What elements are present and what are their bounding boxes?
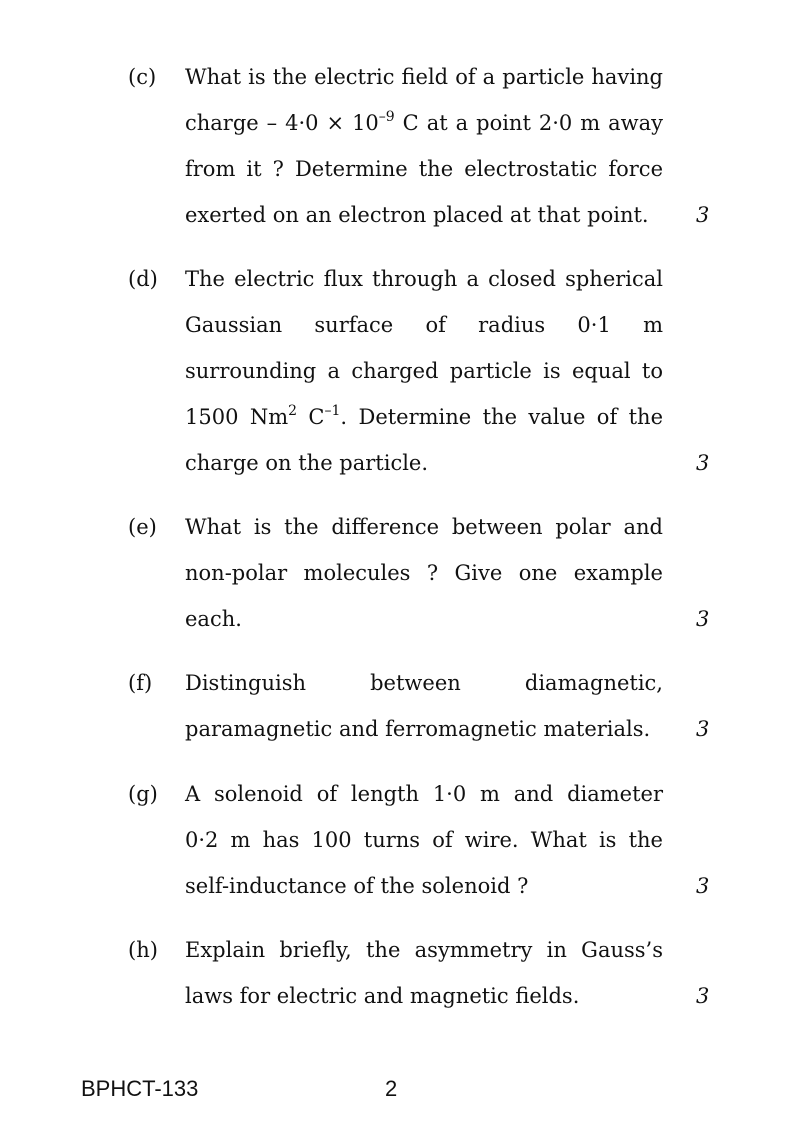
question-line: self-inductance of the solenoid ? [185,874,529,898]
question-line-part: charge – 4·0 × 10 [185,111,379,135]
question-line: surrounding a charged particle is equal to [185,359,663,383]
marks: 3 [696,607,710,631]
question-line: non-polar molecules ? Give one example [185,561,663,585]
question-line [185,100,663,146]
question-line: exerted on an electron placed at that point. [185,203,649,227]
question-line: 0·2 m has 100 turns of wire. What is the [185,828,663,852]
question-line: The electric flux through a closed spherical [185,267,663,291]
question-line-part: 1500 Nm [185,405,289,429]
question-label: (h) [128,938,158,962]
question-line: What is the electric field of a particle having [185,65,663,89]
question-line-part: C [297,405,325,429]
question-line: Explain briefly, the asymmetry in Gauss’s [185,938,663,962]
marks: 3 [696,203,710,227]
page-number: 2 [385,1076,398,1101]
question-label: (g) [128,782,158,806]
question-line-part: . Determine the value of the [340,405,663,429]
question-text [185,927,663,1019]
question-line: Gaussian surface of radius 0·1 m [185,313,663,337]
exponent: –9 [378,109,395,125]
question-label: (f) [128,671,153,695]
marks: 3 [696,984,710,1008]
marks: 3 [696,717,710,741]
question-line [185,394,663,440]
question-line: Distinguish between diamagnetic, [185,671,663,695]
marks: 3 [696,874,710,898]
question-text [185,660,663,752]
question-text [185,256,663,486]
question-line: charge on the particle. [185,451,429,475]
question-text [185,771,663,909]
question-line: laws for electric and magnetic fields. [185,984,580,1008]
question-line: each. [185,607,242,631]
exponent: –1 [324,403,341,419]
question-label: (c) [128,65,157,89]
course-code: BPHCT-133 [81,1076,199,1101]
question-line: A solenoid of length 1·0 m and diameter [185,782,663,806]
question-line: from it ? Determine the electrostatic force [185,157,663,181]
question-label: (d) [128,267,158,291]
question-line: paramagnetic and ferromagnetic materials. [185,717,651,741]
question-text [185,54,663,238]
question-line-part: C at a point 2·0 m away [394,111,663,135]
question-label: (e) [128,515,157,539]
exponent: 2 [288,403,298,419]
marks: 3 [696,451,710,475]
question-line: What is the difference between polar and [185,515,663,539]
question-text [185,504,663,642]
